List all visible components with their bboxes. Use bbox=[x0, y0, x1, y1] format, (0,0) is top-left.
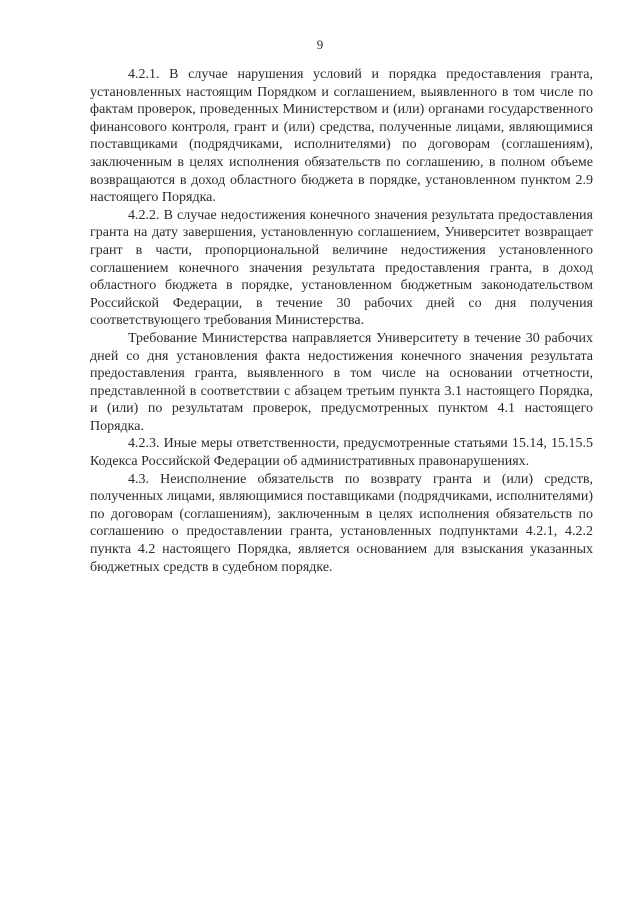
page-number: 9 bbox=[316, 37, 324, 52]
paragraph-4-2-2: 4.2.2. В случае недостижения конечного значения результата предоставления гранта на дату завершения, установленную соглашением, Университет возвращает грант в части, пропорциональной величине недостижения установленного соглашением конечного значения результата предоставления гранта, в доход областного бюджета в порядке, установленном бюджетным законодательством Российской Федерации, в течение 30 рабочих дней со дня получения соответствующего требования Министерства. bbox=[90, 207, 593, 329]
paragraph-requirement: Требование Министерства направляется Университету в течение 30 рабочих дней со дня установления факта недостижения конечного значения результата предоставления гранта, выявленного в том числе на основании отчетности, представленной в соответствии с абзацем третьим пункта 3.1 настоящего Порядка, и (или) по результатам проверок, предусмотренных пунктом 4.1 настоящего Порядка. bbox=[90, 330, 593, 434]
paragraph-4-2-3: 4.2.3. Иные меры ответственности, предусмотренные статьями 15.14, 15.15.5 Кодекса Российской Федерации об административных правонарушениях. bbox=[90, 436, 593, 470]
paragraph-4-3: 4.3. Неисполнение обязательств по возврату гранта и (или) средств, полученных лицами, являющимися поставщиками (подрядчиками, исполнителями) по договорам (соглашениям), заключенным в целях исполнения обязательств по соглашению о предоставлении гранта, установленных подпунктами 4.2.1, 4.2.2 пункта 4.2 настоящего Порядка, является основанием для взыскания указанных бюджетных средств в судебном порядке. bbox=[90, 471, 593, 575]
document-body bbox=[90, 66, 593, 576]
paragraph-4-2-1: 4.2.1. В случае нарушения условий и порядка предоставления гранта, установленных настоящим Порядком и соглашением, выявленного в том числе по фактам проверок, проведенных Министерством и (или) органами государственного финансового контроля, грант и (или) средства, полученные лицами, являющимися поставщиками (подрядчиками, исполнителями) по договорам (соглашениям), заключенным в целях исполнения обязательств по соглашению, в полном объеме возвращаются в доход областного бюджета в порядке, установленном пунктом 2.9 настоящего Порядка. bbox=[90, 67, 593, 206]
